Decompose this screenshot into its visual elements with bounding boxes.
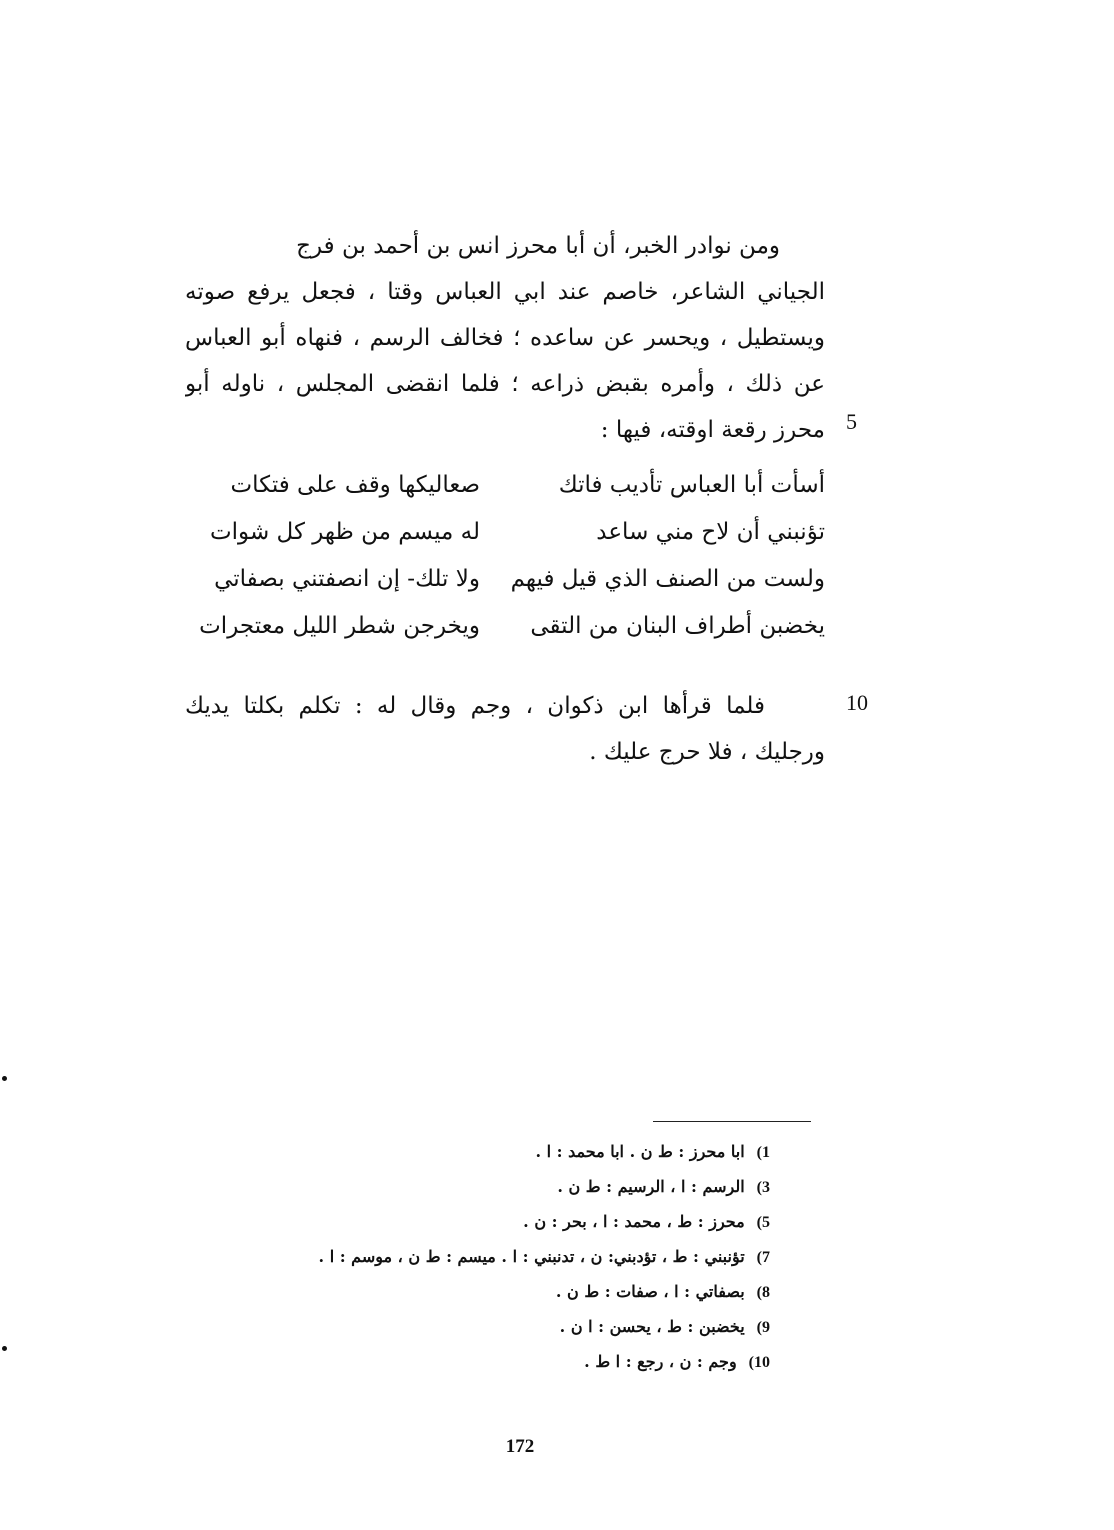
prose-line: الجياني الشاعر، خاصم عند ابي العباس وقتا ، فجعل يرفع صوته [185, 279, 825, 305]
footnote [150, 1172, 770, 1207]
closing-paragraph [185, 683, 825, 775]
footnote-number: 7) [756, 1249, 770, 1266]
footnote-text: يخضبن : ط ، يحسن : ا ن . [559, 1317, 745, 1336]
footnote [150, 1312, 770, 1347]
footnote [150, 1137, 770, 1172]
verse-first-hemistich: ولست من الصنف الذي قيل فيهم [510, 566, 825, 592]
footnote-text: ابا محرز : ط ن . ابا محمد : ا . [535, 1142, 745, 1161]
verse-second-hemistich: ويخرجن شطر الليل معتجرات [199, 613, 480, 639]
footnote-number: 3) [756, 1179, 770, 1196]
prose-line: محرز رقعة اوقته، فيها : [600, 417, 825, 443]
verse-first-hemistich: يخضبن أطراف البنان من التقى [530, 613, 825, 639]
footnote-number: 9) [756, 1319, 770, 1336]
page-number: 172 [505, 1436, 535, 1457]
footnote-text: محرز : ط ، محمد : ا ، بحر : ن . [523, 1212, 745, 1231]
footnote-text: الرسم : ا ، الرسيم : ط ن . [557, 1177, 745, 1196]
footnote-text: بصفاتي : ا ، صفات : ط ن . [555, 1282, 745, 1301]
prose-line: ويستطيل ، ويحسر عن ساعده ؛ فخالف الرسم ، فنهاه أبو العباس [185, 325, 825, 351]
poem [180, 472, 825, 660]
footnote-number: 8) [756, 1284, 770, 1301]
footnotes [150, 1137, 770, 1382]
poem-verse [180, 613, 825, 660]
footnote-number: 1) [756, 1144, 770, 1161]
prose-line: ومن نوادر الخبر، أن أبا محرز انس بن أحمد بن فرج [296, 233, 780, 259]
verse-second-hemistich: له ميسم من ظهر كل شوات [210, 519, 480, 545]
prose-line: فلما قرأها ابن ذكوان ، وجم وقال له : تكلم بكلتا يديك [185, 693, 765, 719]
footnote-number: 5) [756, 1214, 770, 1231]
footnote-text: تؤنبني : ط ، تؤدبني: ن ، تدنبني : ا . ميسم : ط ن ، موسم : ا . [318, 1247, 745, 1266]
line-number-5: 5 [846, 409, 857, 434]
footnote [150, 1242, 770, 1277]
footnote [150, 1277, 770, 1312]
scan-mark [2, 1346, 7, 1351]
line-number-10: 10 [846, 690, 868, 715]
poem-verse [180, 566, 825, 613]
opening-paragraph [185, 223, 825, 453]
footnote-number: 10) [748, 1354, 770, 1371]
poem-verse [180, 472, 825, 519]
verse-second-hemistich: صعاليكها وقف على فتكات [230, 472, 480, 498]
verse-first-hemistich: أسأت أبا العباس تأديب فاتك [558, 472, 825, 498]
footnote [150, 1347, 770, 1382]
prose-line: عن ذلك ، وأمره بقبض ذراعه ؛ فلما انقضى المجلس ، ناوله أبو [185, 371, 825, 397]
footnote-text: وجم : ن ، رجع : ا ط . [584, 1352, 737, 1371]
footnote [150, 1207, 770, 1242]
scan-mark [2, 1076, 7, 1081]
prose-line: ورجليك ، فلا حرج عليك . [589, 739, 825, 765]
verse-second-hemistich: ولا تلك- إن انصفتني بصفاتي [214, 566, 480, 592]
footnote-divider [653, 1121, 811, 1122]
poem-verse [180, 519, 825, 566]
verse-first-hemistich: تؤنبني أن لاح مني ساعد [596, 519, 825, 545]
